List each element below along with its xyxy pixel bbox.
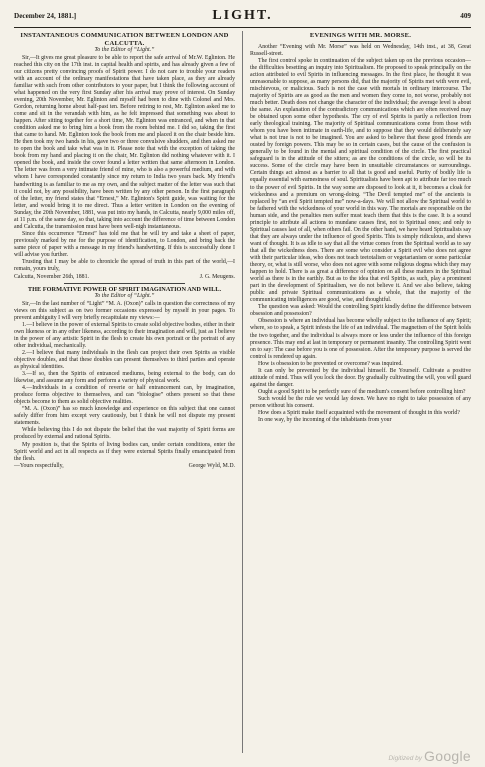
- issue-date: December 24, 1881.]: [14, 12, 77, 20]
- article-title-calcutta: INSTANTANEOUS COMMUNICATION BETWEEN LONDON AND CALCUTTA.: [20, 32, 229, 47]
- paragraph: While believing this I do not dispute the belief that the vast majority of Spirit forms are produced by external and rational Spirits.: [14, 427, 235, 441]
- google-logo: Google: [424, 748, 471, 764]
- article-title-formative: THE FORMATIVE POWER OF SPIRIT IMAGINATION AND WILL.: [27, 285, 222, 293]
- list-item: 3.—If so, then the Spirits of entranced mediums, being external to the body, can do likewise, and assume any form and perform a variety of physical work.: [14, 371, 235, 385]
- paragraph: “M. A. (Oxon)” has so much knowledge and experience on this subject that one cannot safely differ from him except very cautiously, but I think he will not dispute my present statements.: [14, 406, 235, 427]
- title-rule: [330, 41, 391, 42]
- paragraph: Sir,—It gives me great pleasure to be able to report the safe arrival of Mr.W. Eglinton. He reached this city on the 17th inst. in capital health and spirits, and has already given a few of our citizens pretty convincing proofs of Spirit power. I do not care to trouble your readers with an account of the ordinary manifestations that have taken place, as they are already familiar with such from other contributors to your paper, but I think the following account of what happened on the very first Sunday after his arrival may prove of interest. On Sunday evening, 20th November, Mr. Eglinton and myself had been to dine with Colonel and Mrs. Gordon, returning home about half-past ten. Before retiring to rest, Mr. Eglinton asked me to come and sit in the verandah with him, as he felt impressed that something was about to happen. After sitting together for a short time, Mr. Eglinton was entranced, and when in that condition asked me to bring him a book from the room behind me. I did so, taking the first that came to hand. Mr. Eglinton took the book from me and placed it on the chair beside him. He then took my two hands in his, gave two or three convulsive shudders, and then asked me to open the book and take what was in it. Please note that with the exception of taking the book from my hand and placing it on the chair, Mr. Eglinton did nothing whatever with it. I opened the book, and inside the cover found a letter written that same afternoon in London. The letter was from a very intimate friend of mine, who is also a powerful medium, and with whom I have corresponded constantly since my return to India two years back. My friend's handwriting is as familiar to me as my own, and the subject matter of the letter was such that it could not, by any possibility, have been written by any other person. In the first paragraph of the letter, my friend states that “Ernest,” Mr. Eglinton's Spirit guide, was waiting for the letter, and would bring it to me direct. Thus a letter written in London on the evening of Sunday, the 20th November, 1881, was put into my hands, in Calcutta, nearly 9,000 miles off, at 11 p.m. of the same day, so that, taking into account the difference of time between London and Calcutta, the transmission must have been well-nigh instantaneous.: [14, 54, 235, 230]
- paragraph: My position is, that the Spirits of living bodies can, under certain conditions, enter the Spirit world and act in all respects as if they were external Spirits finally emancipated from the flesh.: [14, 441, 235, 462]
- column-divider: [242, 31, 243, 753]
- paragraph: Such would be the rule we would lay down. We have no right to take possession of any person without his consent.: [250, 395, 471, 409]
- left-column: [14, 31, 235, 471]
- paragraph: Since this occurrence “Ernest” has told me that he will try and take a sheet of paper, previously marked by me for the purpose of identification, to London, and bring back the same piece of paper with a message in my friend's handwriting. If this is successfully done I will advise you further.: [14, 230, 235, 258]
- digitized-watermark: [388, 748, 471, 763]
- list-item: 4.—Individuals in a condition of reverie or half entrancement can, by imagination, produce forms objective to themselves, and can “biologise” others present so that these objects become to them as solid objective realities.: [14, 385, 235, 406]
- signature-line: [14, 274, 235, 281]
- paragraph: Trusting that I may be able to chronicle the spread of truth in this part of the world,—I remain, yours truly,: [14, 259, 235, 273]
- paragraph: Ought a good Spirit to be perfectly sure of the medium's consent before controlling him?: [258, 388, 466, 395]
- paragraph: It can only be prevented by the individual himself. Be Yourself. Cultivate a positive attitude of mind. Thus will you lock the door. By gradually cultivating the will, you will guard against the danger.: [250, 367, 471, 388]
- signature-place: Calcutta, November 26th, 1881.: [14, 273, 89, 280]
- paragraph: How does a Spirit make itself acquainted with the movement of thought in this world?: [258, 410, 460, 417]
- paragraph: The first control spoke in continuation of the subject taken up on the previous occasion—the difficulties besetting an inquiry into Spiritualism. He proposed to speak principally on the action attributed to evil Spirits in influencing messages. In the first place, he thought it was unreasonable to suppose, as many persons did, that the majority of Spirits met with were evil, mischievous, or malicious. Such is not the case with mortals in ordinary intercourse. The majority of Spirits are as good as the men and women they come to, not worse, probably not much better. Death does not change the character of the individual; the average level is about the same. An explanation of the contradictory communications which are often received may be obtained upon some other hypothesis. The cry of evil Spirits is partly a reflection from early theological training. The majority of Spiritual communications come from those with whom you have been intimate in earth-life, and to suppose that they would deliberately say what is not true is not to be imagined. You are asked to believe that these good friends are ousted by foreign powers. This may be so in certain cases, but the cause of the confusion is generally to be found in the mental and spiritual condition of the circle. The first practical safeguard is in the attitude of the sitters; as are the conditions of the circle, so will be its success. Some of the circle may have been in unsuitable circumstances or surroundings. Certain things act almost as a barrier to all that is good and useful. Purity of bodily life is equally essential with earnestness of soul. Spiritualists have been apt to attribute far too much to the power of evil Spirits. In the way some are disposed to look at it, it becomes a cloak for wickedness and a premium on wrong-doing. “The Devil tempted me” of the ancients is replaced by “an evil Spirit tempted me” now-a-days. We will not allow the Spiritual world to be fathered with the wickedness of your world in this way. The mortals are responsible on the human side, and the penalties men suffer must teach them that this is the case. It is a sound principle to attribute all actions to mundane causes first, not to Spiritual ones; and only to Spiritual causes last of all, when others fail. On the other hand, we have heard Spiritualists say that they are always under the influence of good Spirits. This is simply ridiculous, and shews want of thought. It is as idle to say that all the virtue comes from the Spiritual world as to say that all the wickedness does. There are some who consider a Spirit evil who does not agree with their particular ideas, who does not teach teetotalism or vegetarianism or some particular theory, or, what is still worse, who does not agree with some religious dogma which they may happen to hold. There is as great a difference of opinion on all these matters in the Spiritual world as there is in the earthly. But as to the idea that evil Spirits, as such, play a prominent part in the development of Spiritualism, we do not believe it. And we also believe, taking public and private Spiritual communications as a whole, that the majority of the communicating intelligences are good, wise, and thoughtful.: [250, 57, 471, 304]
- signature-line: [14, 463, 235, 470]
- list-item: 2.—I believe that many individuals in the flesh can project their own Spirits as visible objective doubles, and that these doubles can present themselves to third parties and operate as physical identities.: [14, 349, 235, 371]
- list-item: 1.—I believe in the power of external Spirits to create solid objective bodies, either in their own likeness or in any other likeness, according to their imagination and will, just as I believe in the power of any artistic Spirit in the flesh to create his own portrait or the portrait of any other individual, mechanically.: [14, 321, 235, 349]
- paragraph: In one way, by the incoming of the inhabitants from your: [258, 417, 392, 424]
- signature-name: George Wyld, M.D.: [188, 463, 235, 470]
- watermark-prefix: Digitized by: [388, 755, 423, 762]
- editor-line: To the Editor of “Light.”: [94, 293, 155, 300]
- paragraph: Sir,—In the last number of “Light” “M. A. (Oxon)” calls in question the correctness of my views on this subject as on two former occasions expressed by myself in your pages. To prevent ambiguity I will very briefly recapitulate my views:—: [14, 300, 235, 321]
- masthead-title: LIGHT.: [212, 8, 273, 23]
- paragraph: Another “Evening with Mr. Morse” was held on Wednesday, 14th inst., at 38, Great Russell-street.: [250, 43, 471, 57]
- article-title-morse: EVENINGS WITH MR. MORSE.: [309, 32, 412, 39]
- article-separator: [64, 283, 185, 284]
- signature-name: J. G. Meugens.: [199, 273, 235, 280]
- header-rule: [14, 27, 471, 28]
- paragraph: How is obsession to be prevented or overcome? was inquired.: [258, 360, 403, 367]
- signature-closing: —Yours respectfully,: [14, 463, 64, 470]
- paragraph: The question was asked: Would the controlling Spirit kindly define the difference between obsession and possession?: [250, 304, 471, 318]
- right-column: [250, 31, 471, 424]
- page-header: [14, 8, 471, 26]
- page-number: 409: [460, 12, 471, 20]
- paragraph: Obsession is where an individual has become wholly subject to the influence of any Spirit; where, so to speak, a Spirit infests the life of an individual. The magnetism of the Spirit holds the two together, and the individual is always more or less under the influence of this foreign presence. This may end at last in temporary or permanent insanity. The controlling Spirit went on to say: The case before you is one of possession. After the temporary purpose is served the control is rendered up again.: [250, 318, 471, 360]
- editor-line: To the Editor of “Light.”: [94, 47, 155, 54]
